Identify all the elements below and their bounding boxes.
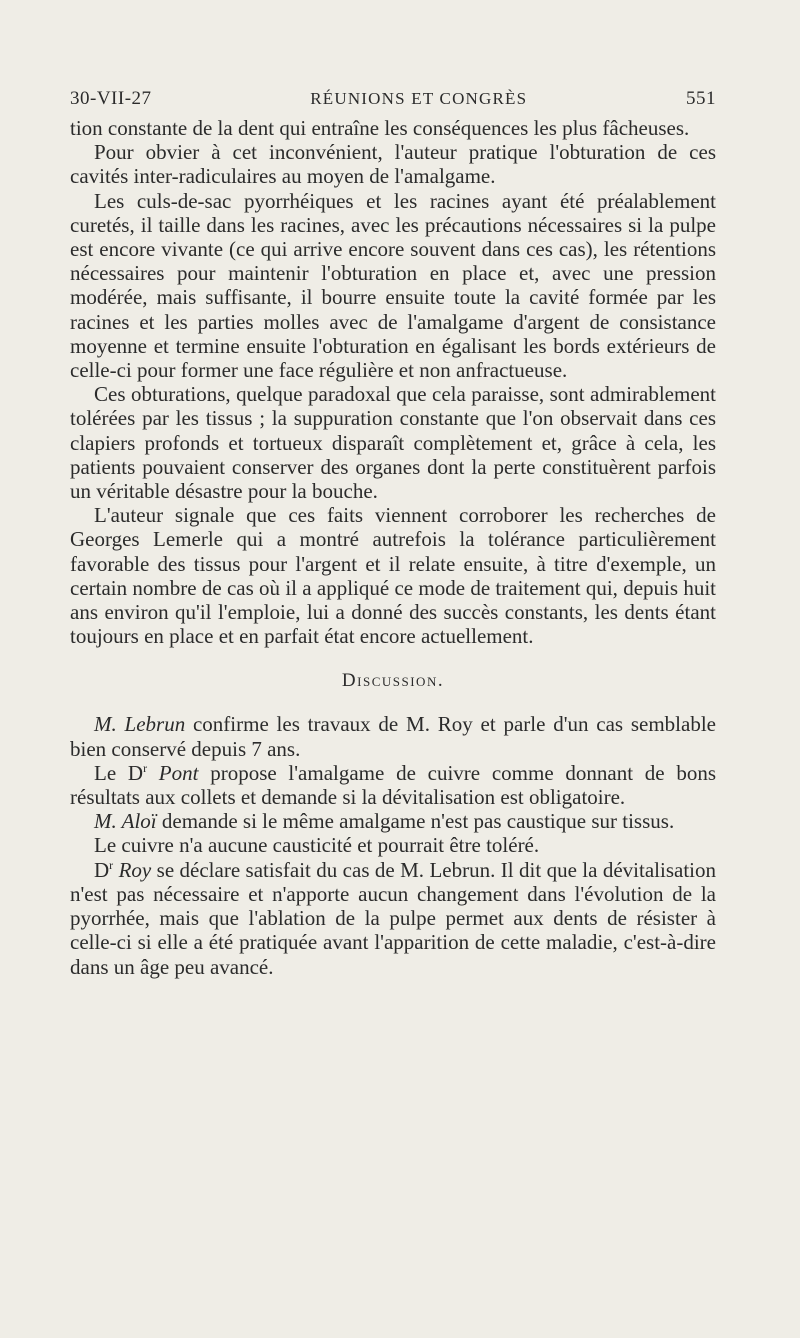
paragraph-tolerance: Ces obturations, quelque paradoxal que cela paraisse, sont admirablement tolérées par les tissus ; la suppuration constante que l'on observait dans ces clapiers profonds et tortueux disparaît complètement et, grâce à cela, les patients pouvaient conserver des organes dont la perte constituèrent parfois un véritable désastre pour la bouche. <box>70 382 716 504</box>
speaker-prefix: Le D <box>94 760 144 785</box>
header-title: RÉUNIONS ET CONGRÈS <box>310 89 528 108</box>
speaker-text: demande si le même amalgame n'est pas caustique sur tissus. <box>156 809 675 834</box>
section-title: Discussion. <box>341 670 445 692</box>
speaker-name: M. Lebrun <box>94 712 186 737</box>
speaker-name: M. Aloï <box>94 809 157 834</box>
paragraph-procedure: Les culs-de-sac pyorrhéiques et les racines ayant été préalablement curetés, il taille dans les racines, avec les précautions nécessaires si la pulpe est encore vivante (ce qui arrive encore souvent dans ces cas), les rétentions nécessaires pour maintenir l'obturation en place et, avec une pression modérée, mais suffisante, il bourre ensuite toute la cavité formée par les racines et les parties molles avec de l'amalgame d'argent de consistance moyenne et termine ensuite l'obturation en égalisant les bords extérieurs de celle-ci pour former une face régulière et non anfractueuse. <box>70 188 716 383</box>
page-number: 551 <box>686 88 716 109</box>
running-head <box>70 88 716 110</box>
header-date: 30-VII-27 <box>70 88 152 109</box>
body-text <box>70 116 716 979</box>
title-superscript: r <box>143 760 148 775</box>
paragraph-author-notes: L'auteur signale que ces faits viennent corroborer les recherches de Georges Lemerle qui a montré autrefois la tolérance particulièrement favorable des tissus pour l'argent et il relate ensuite, à titre d'exemple, un certain nombre de cas où il a appliqué ce mode de traitement qui, depuis huit ans environ qu'il l'emploie, lui a donné des succès constants, les dents étant toujours en place et en parfait état encore actuellement. <box>70 503 716 649</box>
speaker-text: propose l'amalgame de cuivre comme donnant de bons résultats aux collets et demande si la dévitalisation est obligatoire. <box>70 760 716 810</box>
speaker-name: Roy <box>113 857 152 882</box>
speaker-name: Pont <box>147 760 199 785</box>
speaker-text: confirme les travaux de M. Roy et parle d'un cas semblable bien conservé depuis 7 ans. <box>70 712 716 761</box>
discussion-reply: Le cuivre n'a aucune causticité et pourrait être toléré. <box>94 833 540 858</box>
paragraph-continuation: tion constante de la dent qui entraîne les conséquences les plus fâcheuses. <box>70 116 690 140</box>
discussion-roy <box>70 858 716 979</box>
book-page <box>70 88 716 979</box>
speaker-prefix: D <box>94 857 110 882</box>
discussion-aloi <box>70 809 716 833</box>
title-superscript: r <box>109 857 114 872</box>
discussion-lebrun <box>70 712 716 760</box>
paragraph-obturation: Pour obvier à cet inconvénient, l'auteur pratique l'obturation de ces cavités inter-radiculaires au moyen de l'amalgame. <box>70 140 716 189</box>
discussion-pont <box>70 761 716 809</box>
speaker-text: se déclare satisfait du cas de M. Lebrun. Il dit que la dévitalisation n'est pas nécessaire et n'apporte aucun changement dans l'évolution de la pyorrhée, mais que l'ablation de la pulpe permet aux dents de résister à celle-ci si elle a été pratiquée avant l'apparition de cette maladie, c'est-à-dire dans un âge peu avancé. <box>70 857 716 979</box>
